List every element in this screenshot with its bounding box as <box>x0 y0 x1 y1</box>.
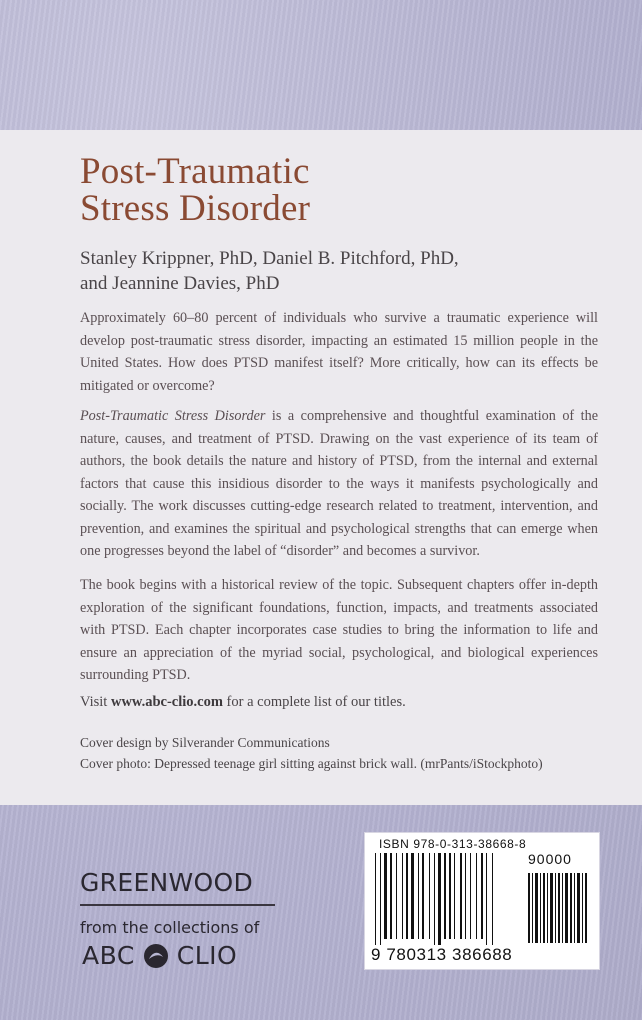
description-paragraph-2 <box>80 405 598 563</box>
barcode-bars-icon <box>375 853 523 945</box>
visit-suffix: for a complete list of our titles. <box>222 694 406 710</box>
book-title-italic: Post-Traumatic Stress Disorder <box>80 408 266 424</box>
title-line-2: Stress Disorder <box>80 188 311 229</box>
cover-photo-credit: Cover photo: Depressed teenage girl sitting against brick wall. (mrPants/iStockphoto) <box>80 756 543 771</box>
visit-line <box>80 694 406 711</box>
isbn-barcode <box>364 832 600 970</box>
description-paragraph-2-text: is a comprehensive and thoughtful examination of the nature, causes, and treatment of PTSD. Drawing on the vast experience of its team of authors, the book details the nature and history of PTSD, from the internal and external factors that cause this insidious disorder to the ways it manifests psychologically and socially. The work discusses cutting-edge research related to treatment, intervention, and prevention, and examines the spiritual and psychological strengths that can emerge when one progresses beyond the label of “disorder” and becomes a survivor. <box>80 408 598 559</box>
authors-line-1: Stanley Krippner, PhD, Daniel B. Pitchford, PhD, <box>80 248 459 269</box>
publisher-url[interactable]: www.abc-clio.com <box>110 694 223 710</box>
abc-clio-emblem-icon <box>143 943 169 969</box>
title-line-1: Post-Traumatic <box>80 151 310 192</box>
isbn-text: ISBN 978-0-313-38668-8 <box>379 837 527 851</box>
authors <box>80 246 600 296</box>
from-collections-text: from the collections of <box>80 918 260 937</box>
abc-text: ABC <box>82 941 135 970</box>
logo-divider <box>80 904 275 906</box>
visit-prefix: Visit <box>80 694 111 710</box>
book-title <box>80 153 310 227</box>
description-paragraph-3: The book begins with a historical review of the topic. Subsequent chapters offer in-depth exploration of the significant foundations, function, impacts, and treatments associated with PTSD. Each chapter incorporates case studies to bring the information to life and ensure an appreciation of the myriad social, psychological, and biological experiences surrounding PTSD. <box>80 577 598 683</box>
description-paragraph-1: Approximately 60–80 percent of individuals who survive a traumatic experience will develop post-traumatic stress disorder, impacting an estimated 15 million people in the United States. How does PTSD manifest itself? More critically, how can its effects be mitigated or overcome? <box>80 310 598 394</box>
greenwood-logo: GREENWOOD <box>80 868 254 897</box>
cover-design-credit: Cover design by Silverander Communications <box>80 735 330 750</box>
abc-clio-logo <box>82 941 237 970</box>
cover-credits <box>80 732 543 774</box>
clio-text: CLIO <box>176 941 238 970</box>
price-barcode-icon <box>528 873 590 943</box>
authors-line-2: and Jeannine Davies, PhD <box>80 273 280 294</box>
price-code: 90000 <box>528 851 572 867</box>
isbn-digits: 9 780313 386688 <box>371 945 513 964</box>
